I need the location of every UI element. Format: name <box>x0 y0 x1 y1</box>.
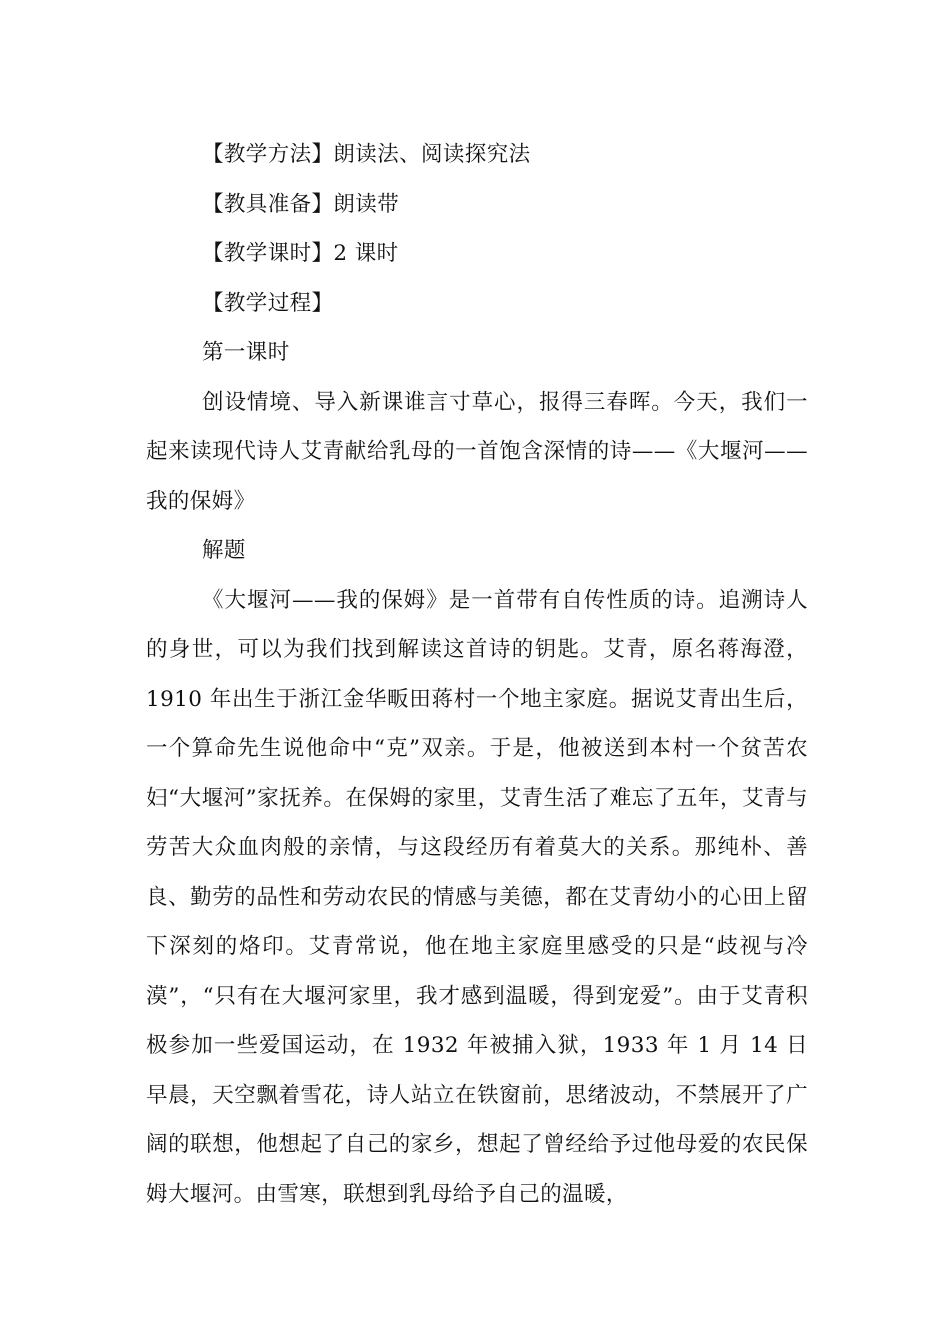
jieti-paragraph: 《大堰河——我的保姆》是一首带有自传性质的诗。追溯诗人的身世，可以为我们找到解读这首诗的钥匙。艾青，原名蒋海澄，1910 年出生于浙江金华畈田蒋村一个地主家庭。据说艾青出生后，一个算命先生说他命中“克”双亲。于是，他被送到本村一个贫苦农妇“大堰河”家抚养。在保姆的家里，艾青生活了难忘了五年，艾青与劳苦大众血肉般的亲情，与这段经历有着莫大的关系。那纯朴、善良、勤劳的品性和劳动农民的情感与美德，都在艾青幼小的心田上留下深刻的烙印。艾青常说，他在地主家庭里感受的只是“歧视与冷漠”，“只有在大堰河家里，我才感到温暖，得到宠爱”。由于艾青积极参加一些爱国运动，在 1932 年被捕入狱，1933 年 1 月 14 日早晨，天空飘着雪花，诗人站立在铁窗前，思绪波动，不禁展开了广阔的联想，他想起了自己的家乡，想起了曾经给予过他母爱的农民保姆大堰河。由雪寒，联想到乳母给予自己的温暖， <box>146 587 808 1207</box>
document-page <box>146 130 808 1219</box>
teaching-method-line: 【教学方法】朗读法、阅读探究法 <box>202 142 531 167</box>
teaching-tools-line: 【教具准备】朗读带 <box>202 191 400 217</box>
intro-paragraph: 创设情境、导入新课谁言寸草心，报得三春晖。今天，我们一起来读现代诗人艾青献给乳母的一首饱含深情的诗——《大堰河——我的保姆》 <box>146 389 808 514</box>
teaching-hours-line: 【教学课时】2 课时 <box>202 241 399 266</box>
jieti-heading: 解题 <box>202 538 246 563</box>
teaching-process-line: 【教学过程】 <box>202 290 334 316</box>
lesson-one-heading: 第一课时 <box>202 340 290 365</box>
